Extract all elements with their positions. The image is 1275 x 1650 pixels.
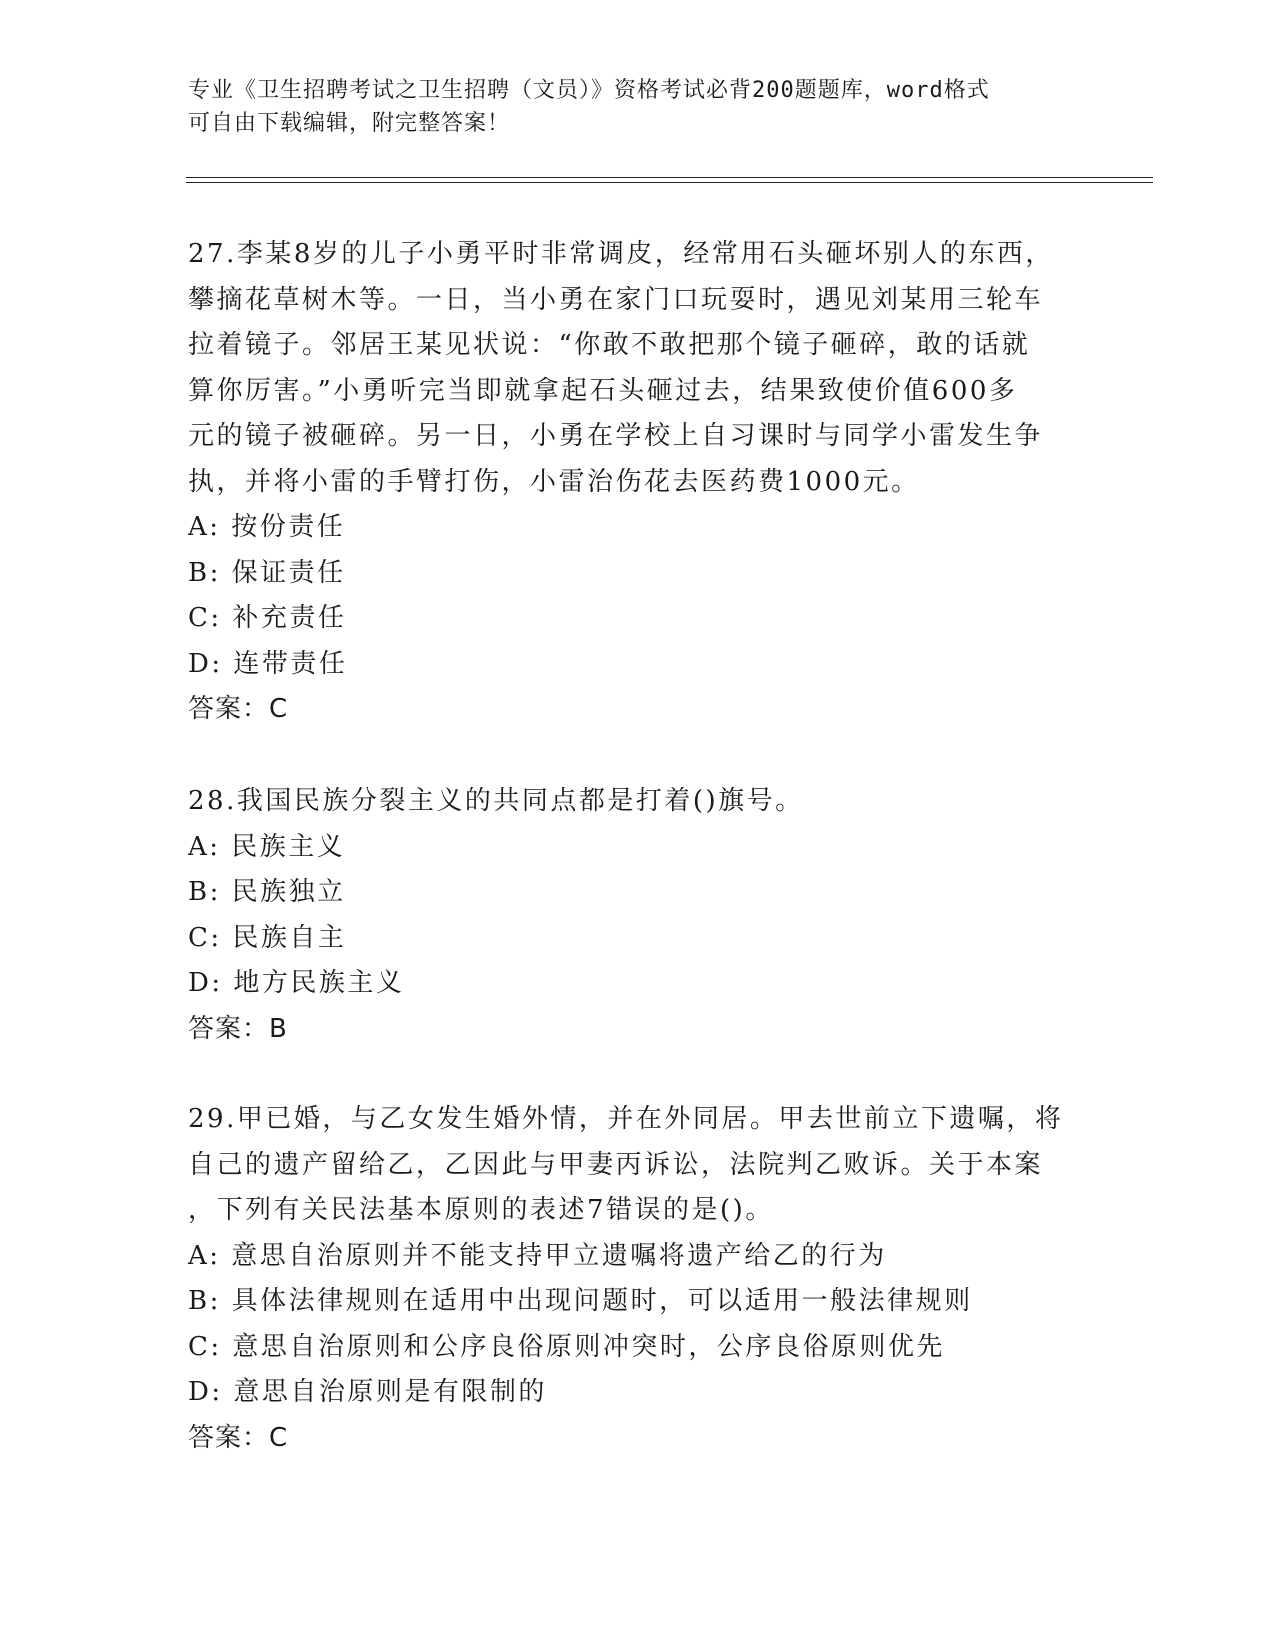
option-c: C: 意思自治原则和公序良俗原则冲突时，公序良俗原则优先 (188, 1331, 945, 1362)
option-d: D: 地方民族主义 (188, 968, 405, 998)
stem-line: 28.我国民族分裂主义的共同点都是打着()旗号。 (188, 786, 804, 816)
question-stem (188, 232, 1088, 505)
stem-line: ，下列有关民法基本原则的表述7错误的是()。 (188, 1195, 774, 1225)
answer-label: 答案：C (188, 694, 289, 724)
stem-line: 自己的遗产留给乙，乙因此与甲妻丙诉讼，法院判乙败诉。关于本案 (188, 1149, 1044, 1180)
header-line: 专业《卫生招聘考试之卫生招聘（文员）》资格考试必背200题题库，word格式 (188, 78, 990, 103)
option-a: A: 意思自治原则并不能支持甲立遗嘱将遗产给乙的行为 (188, 1240, 887, 1271)
option-b: B: 保证责任 (188, 557, 346, 588)
answer-label: 答案：B (188, 1013, 288, 1044)
option-b: B: 具体法律规则在适用中出现问题时，可以适用一般法律规则 (188, 1286, 973, 1316)
stem-line: 执，并将小雷的手臂打伤，小雷治伤花去医药费1000元。 (188, 466, 920, 497)
option-c: C: 补充责任 (188, 603, 347, 633)
stem-line: 27.李某8岁的儿子小勇平时非常调皮，经常用石头砸坏别人的东西， (188, 239, 1054, 269)
option-c: C: 民族自主 (188, 922, 347, 953)
stem-line: 元的镜子被砸碎。另一日，小勇在学校上自习课时与同学小雷发生争 (188, 421, 1044, 451)
question-stem (188, 779, 1088, 825)
option-d: D: 意思自治原则是有限制的 (188, 1377, 547, 1407)
option-a: A: 民族主义 (188, 831, 346, 862)
question-29 (188, 1097, 1088, 1461)
stem-line: 攀摘花草树木等。一日，当小勇在家门口玩耍时，遇见刘某用三轮车 (188, 284, 1044, 315)
header-line: 可自由下载编辑，附完整答案！ (188, 111, 511, 136)
header-divider-bottom (186, 182, 1153, 183)
header-divider-top (186, 177, 1153, 178)
stem-line: 算你厉害。”小勇听完当即就拿起石头砸过去，结果致使价值600多 (188, 375, 1018, 406)
stem-line: 拉着镜子。邻居王某见状说：“你敢不敢把那个镜子砸碎，敢的话就 (188, 330, 1031, 360)
option-d: D: 连带责任 (188, 648, 348, 679)
stem-line: 29.甲已婚，与乙女发生婚外情，并在外同居。甲去世前立下遗嘱，将 (188, 1104, 1064, 1134)
option-b: B: 民族独立 (188, 877, 346, 907)
question-stem (188, 1097, 1088, 1234)
option-a: A: 按份责任 (188, 512, 346, 542)
document-header (188, 74, 1088, 140)
answer-label: 答案：C (188, 1422, 289, 1453)
question-28 (188, 779, 1088, 1052)
question-27 (188, 232, 1088, 733)
